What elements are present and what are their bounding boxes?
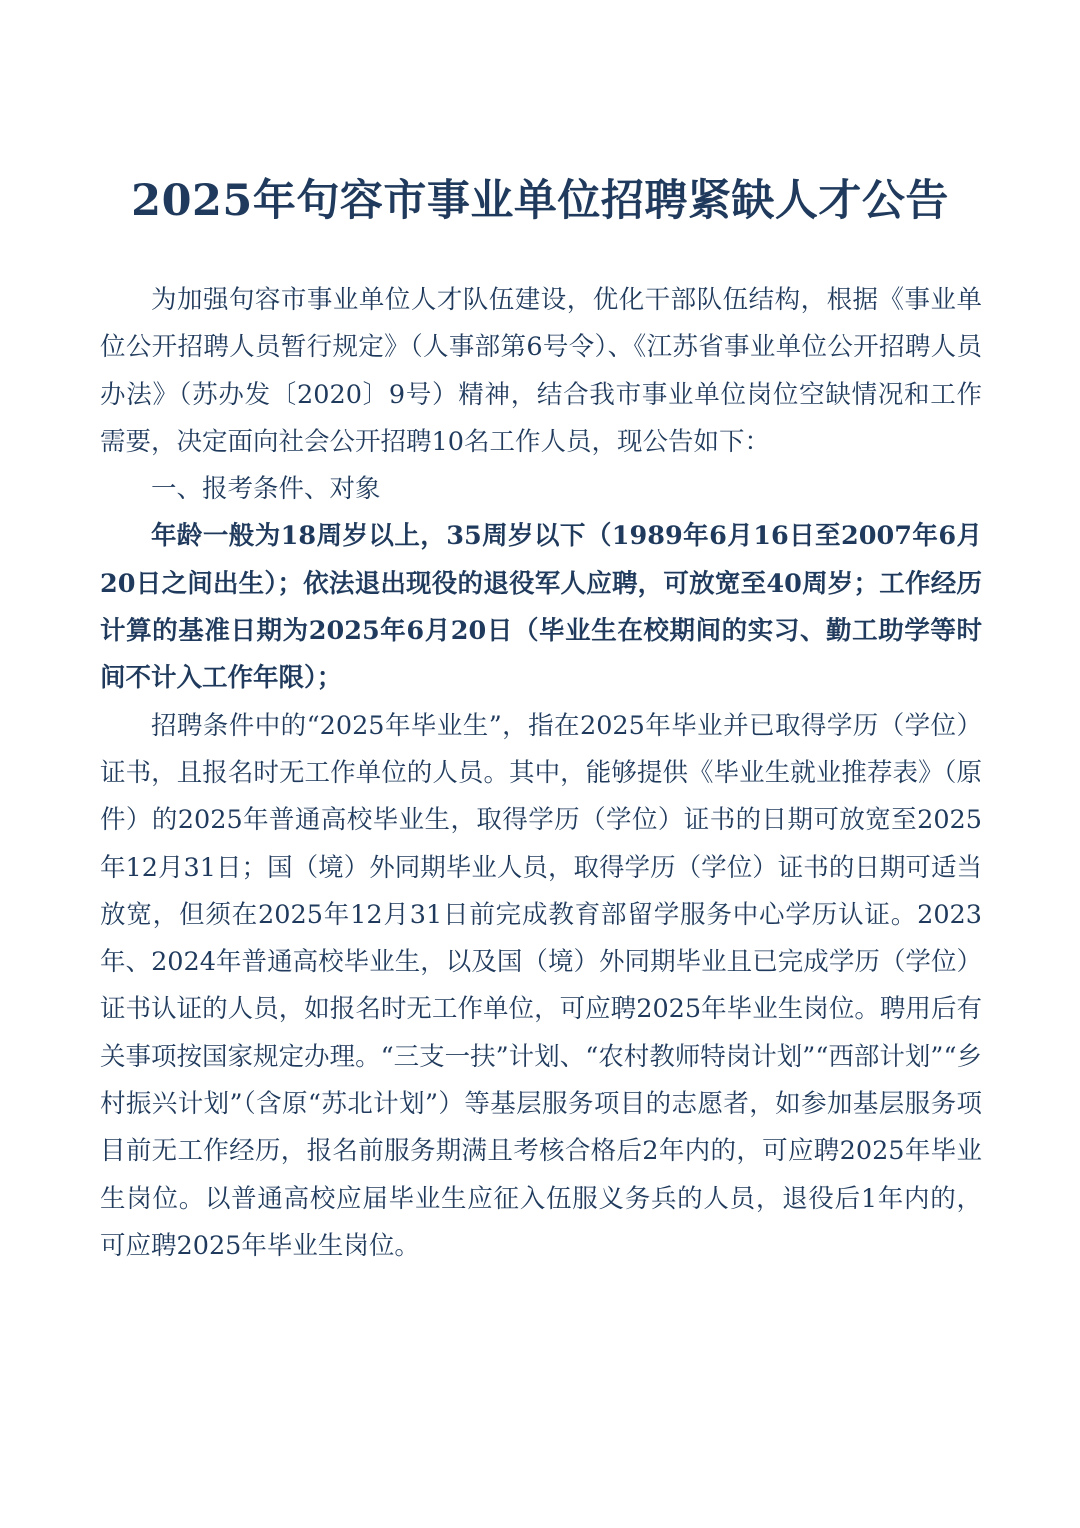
paragraph-age-requirements: 年龄一般为18周岁以上，35周岁以下（1989年6月16日至2007年6月20日之间出生）；依法退出现役的退役军人应聘，可放宽至40周岁；工作经历计算的基准日期为2025年6月20日（毕业生在校期间的实习、勤工助学等时间不计入工作年限）；	[100, 521, 982, 694]
paragraph-intro: 为加强句容市事业单位人才队伍建设，优化干部队伍结构，根据《事业单位公开招聘人员暂行规定》（人事部第6号令）、《江苏省事业单位公开招聘人员办法》（苏办发〔2020〕9号）精神，结合我市事业单位岗位空缺情况和工作需要，决定面向社会公开招聘10名工作人员，现公告如下：	[100, 285, 982, 457]
document-body	[100, 277, 982, 1270]
document-title: 2025年句容市事业单位招聘紧缺人才公告	[131, 176, 949, 226]
paragraph-graduate-definition: 招聘条件中的“2025年毕业生”，指在2025年毕业并已取得学历（学位）证书，且报名时无工作单位的人员。其中，能够提供《毕业生就业推荐表》（原件）的2025年普通高校毕业生，取得学历（学位）证书的日期可放宽至2025年12月31日；国（境）外同期毕业人员，取得学历（学位）证书的日期可适当放宽，但须在2025年12月31日前完成教育部留学服务中心学历认证。2023年、2024年普通高校毕业生，以及国（境）外同期毕业且已完成学历（学位）证书认证的人员，如报名时无工作单位，可应聘2025年毕业生岗位。聘用后有关事项按国家规定办理。“三支一扶”计划、“农村教师特岗计划”“西部计划”“乡村振兴计划”（含原“苏北计划”）等基层服务项目的志愿者，如参加基层服务项目前无工作经历，报名前服务期满且考核合格后2年内的，可应聘2025年毕业生岗位。以普通高校应届毕业生应征入伍服义务兵的人员，退役后1年内的，可应聘2025年毕业生岗位。	[100, 710, 982, 1261]
section-heading: 一、报考条件、对象	[151, 474, 381, 505]
